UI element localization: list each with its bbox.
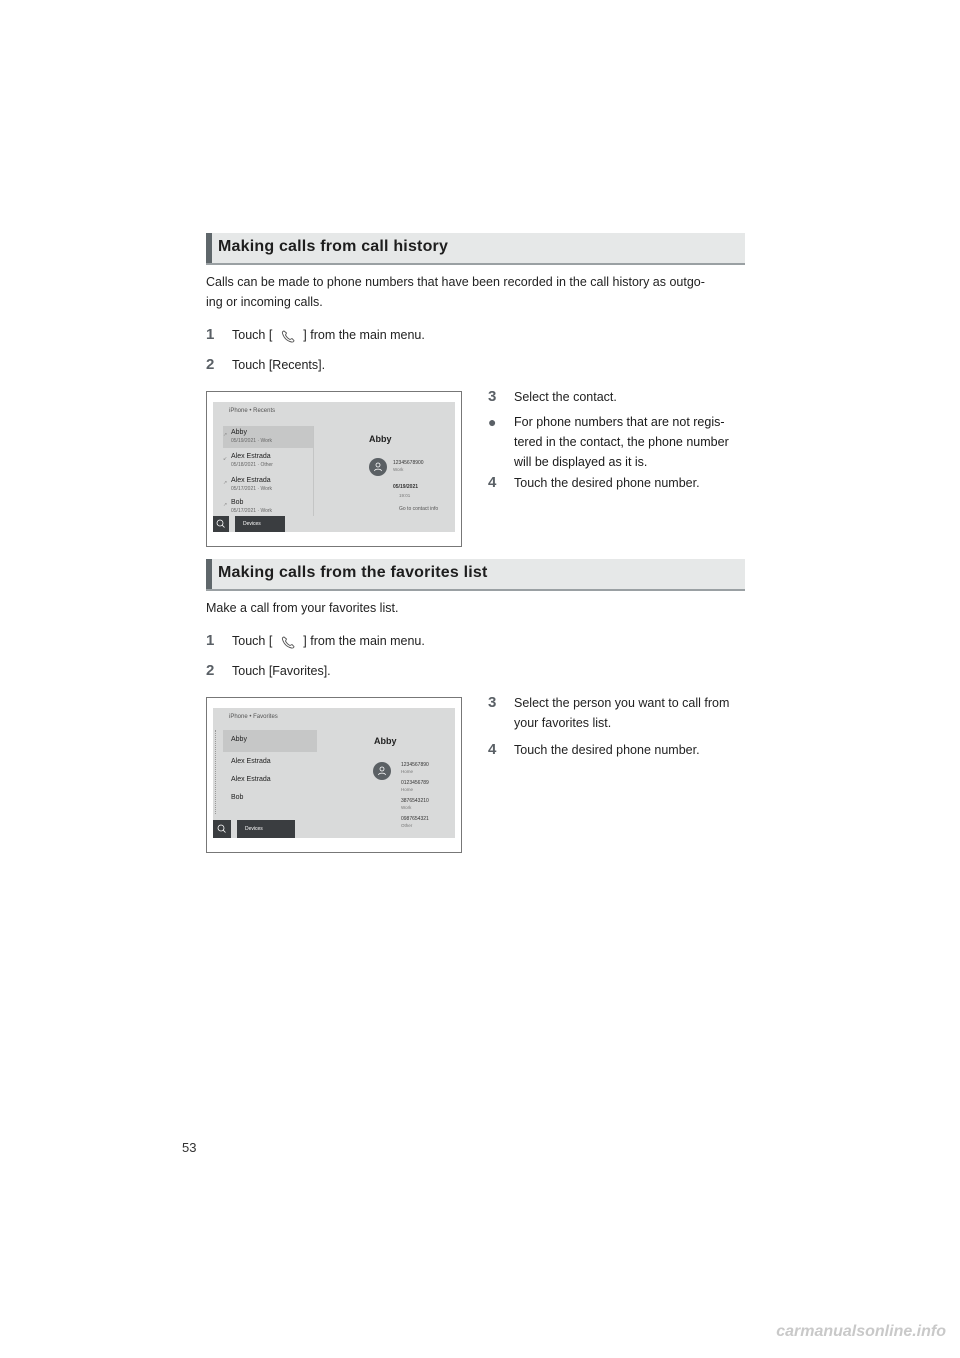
watermark: carmanualsonline.info — [776, 1323, 946, 1340]
step-text: Touch [Favorites]. — [232, 664, 331, 678]
list-item: ↗ Abby 05/19/2021 · Work — [223, 426, 313, 448]
header-accent-bar — [206, 559, 212, 589]
step-text: Select the contact. — [514, 390, 617, 404]
step-text: Select the person you want to call from — [514, 696, 730, 710]
list-item: Alex Estrada — [231, 758, 271, 765]
section-title: Making calls from the favorites list — [218, 564, 488, 581]
search-icon — [213, 516, 229, 532]
section-header-call-history — [206, 233, 745, 265]
contact-name: Abby — [369, 434, 392, 444]
intro-paragraph — [206, 272, 746, 312]
step-1 — [206, 326, 425, 344]
phone-number: 0123456789 — [401, 780, 429, 786]
step-text: Touch the desired phone number. — [514, 743, 700, 757]
phone-icon — [276, 635, 300, 649]
phone-type: Home — [401, 769, 414, 774]
note-line: For phone numbers that are not regis- — [514, 415, 725, 429]
list-item: Bob — [231, 794, 244, 801]
step-number: 1 — [206, 326, 215, 343]
step-text: ] from the main menu. — [303, 328, 425, 342]
step-number: 3 — [488, 694, 497, 711]
step-1 — [206, 632, 425, 650]
step-number: 4 — [488, 741, 497, 758]
person-icon — [377, 766, 387, 776]
note-line: tered in the contact, the phone number — [514, 435, 729, 449]
phone-number: 1234567890 — [401, 762, 429, 768]
screen-content — [213, 402, 455, 532]
note-line: will be displayed as it is. — [514, 455, 648, 469]
list-item: Abby — [223, 730, 317, 752]
devices-button — [237, 820, 295, 838]
step-text: Touch [ — [232, 634, 273, 648]
phone-type: Work — [393, 467, 404, 472]
devices-button — [235, 516, 285, 532]
step-number: 2 — [206, 662, 215, 679]
intro-line: ing or incoming calls. — [206, 295, 323, 309]
step-text: your favorites list. — [514, 716, 612, 730]
person-icon — [373, 462, 383, 472]
step-number: 3 — [488, 388, 497, 405]
intro-line: Calls can be made to phone numbers that have been recorded in the call history as outgo- — [206, 275, 705, 289]
phone-type: Other — [401, 823, 413, 828]
phone-number: 12345678900 — [393, 460, 424, 466]
contact-info-link: Go to contact info — [399, 506, 439, 512]
step-4 — [488, 474, 700, 492]
list-item: Alex Estrada — [231, 776, 271, 783]
section-header-favorites — [206, 559, 745, 591]
search-button — [213, 820, 231, 838]
call-time: 19:01 — [399, 493, 411, 498]
recents-screenshot — [206, 391, 462, 547]
step-text: ] from the main menu. — [303, 634, 425, 648]
phone-type: Home — [401, 787, 414, 792]
list-divider — [313, 426, 314, 516]
header-accent-bar — [206, 233, 212, 263]
step-2 — [206, 662, 331, 680]
phone-icon — [276, 329, 300, 343]
call-date: 05/19/2021 — [393, 484, 419, 490]
step-text: Touch [Recents]. — [232, 358, 326, 372]
step-number: 1 — [206, 632, 215, 649]
section-title: Making calls from call history — [218, 238, 449, 255]
step-number: 4 — [488, 474, 497, 491]
list-item: ↗ Bob 05/17/2021 · Work — [223, 499, 273, 514]
alphabet-index — [215, 730, 219, 814]
step-number: 2 — [206, 356, 215, 373]
step-text: Touch [ — [232, 328, 273, 342]
step-2 — [206, 356, 325, 374]
phone-number: 3876543210 — [401, 798, 429, 804]
phone-type: Work — [401, 805, 412, 810]
breadcrumb: iPhone • Recents — [229, 408, 276, 414]
breadcrumb: iPhone • Favorites — [229, 714, 278, 720]
intro-paragraph: Make a call from your favorites list. — [206, 601, 399, 615]
step-text: Touch the desired phone number. — [514, 476, 700, 490]
avatar — [369, 458, 387, 476]
search-icon — [213, 820, 231, 838]
step-3 — [488, 388, 617, 406]
bullet-icon: ● — [488, 414, 497, 430]
step-4 — [488, 741, 700, 759]
list-item: ↙ Alex Estrada 05/18/2021 · Other — [223, 453, 273, 468]
devices-label: Devices — [245, 826, 263, 832]
note-bullet — [488, 412, 745, 472]
avatar — [373, 762, 391, 780]
screen-content — [213, 708, 455, 838]
favorites-screenshot — [206, 697, 462, 853]
page-number: 53 — [182, 1140, 197, 1155]
phone-number: 0987654321 — [401, 816, 429, 822]
step-3 — [488, 694, 729, 733]
devices-label: Devices — [243, 521, 261, 527]
search-button — [213, 516, 229, 532]
list-item: ↗ Alex Estrada 05/17/2021 · Work — [223, 477, 273, 492]
contact-name: Abby — [374, 736, 397, 746]
